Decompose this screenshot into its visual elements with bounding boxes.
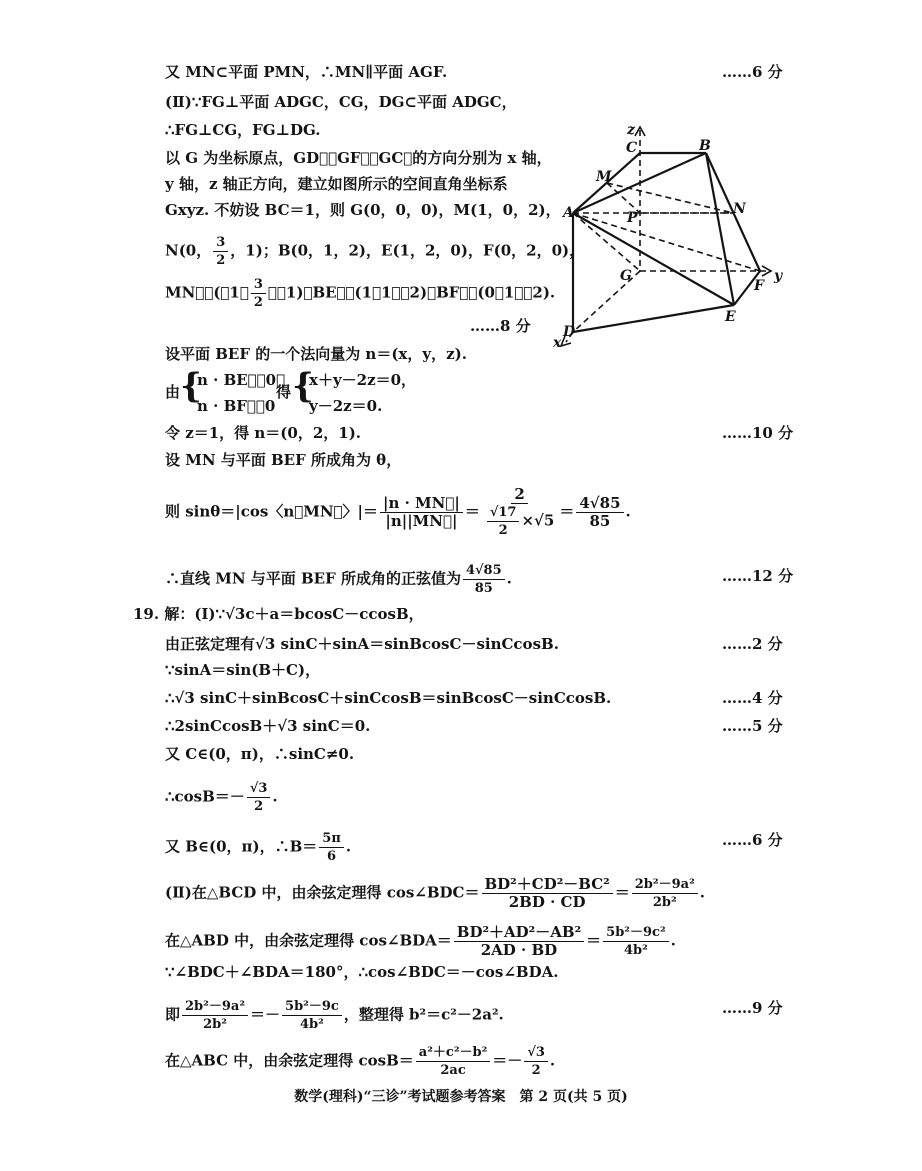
text-fragment: ＝－ <box>492 1051 523 1070</box>
label-C: C <box>626 140 638 156</box>
cosine-law-line: (Ⅱ)在△BCD 中，由余弦定理得 cos∠BDC＝ $\frac{\text{BD²＋CD²－BC²}}{2BD \cdot CD}$ ＝ $\frac{\text{2b²－9a²}}{\text{2b²}}$ . <box>165 875 705 911</box>
numerator: 2b²－9a² <box>182 998 248 1016</box>
text-line: 由正弦定理有√3 sinC＋sinA＝sinBcosC－sinCcosB. <box>165 635 559 653</box>
edge-DE <box>573 305 734 332</box>
label-G: G <box>620 268 632 284</box>
text-fragment: ，－1)，BE⃗＝(1，1，－2)，BF⃗＝(0，1，－2). <box>267 283 556 302</box>
label-P: P <box>627 210 638 226</box>
text-fragment: ，1)；B(0，1，2)，E(1，2，0)，F(0，2，0)， <box>230 241 585 260</box>
label-A: A <box>563 205 574 221</box>
numerator: 2b²－9a² <box>632 876 698 894</box>
numerator: 4√85 <box>463 562 505 580</box>
numerator: 2 <box>511 486 527 504</box>
angle-line: 又 B∈(0，π)，∴B＝ $\frac{5\pi}{6}$ . <box>165 831 352 864</box>
score-mark: ……10 分 <box>722 424 794 442</box>
fraction <box>632 876 698 911</box>
cosine-law-line: 在△ABC 中，由余弦定理得 cosB＝ $\frac{\text{a²＋c²－b²}}{2ac}$ ＝－ $\frac{√3}{2}$ . <box>165 1045 556 1078</box>
vector-line <box>165 276 555 311</box>
denominator: 6 <box>327 849 337 864</box>
geometry-figure <box>550 118 790 358</box>
denominator: 85 <box>589 512 611 530</box>
fraction <box>482 876 613 911</box>
page-footer: 数学(理科)“三诊”考试题参考答案 第 2 页(共 5 页) <box>294 1089 628 1105</box>
denominator: 2b² <box>652 895 677 910</box>
numerator: 5b²－9c <box>282 998 342 1016</box>
fraction <box>482 486 558 539</box>
label-z: z <box>627 122 635 138</box>
text-fragment: ∴直线 MN 与平面 BEF 所成角的正弦值为 <box>165 569 461 588</box>
label-N: N <box>733 201 746 217</box>
coordinate-line <box>165 234 584 269</box>
label-y: y <box>774 268 783 284</box>
cosine-law-line: 在△ABD 中，由余弦定理得 cos∠BDA＝ $\frac{\text{BD²＋AD²－AB²}}{2AD \cdot BD}$ ＝ $\frac{\text{5b²－9c²}}{\text{4b²}}$ . <box>165 923 676 959</box>
denominator: 2 <box>216 253 226 268</box>
segment-MP <box>607 183 640 213</box>
numerator: 5b²－9c² <box>603 924 668 942</box>
text-fragment: 即 <box>165 1005 181 1024</box>
numerator: 5π <box>319 830 344 848</box>
cosb-line: ∴cosB＝－ $\frac{√3}{2}$ . <box>165 781 278 814</box>
score-mark: ……12 分 <box>722 567 794 585</box>
text-line: ∴FG⊥CG，FG⊥DG. <box>165 121 321 139</box>
score-mark: ……2 分 <box>722 635 783 653</box>
label-E: E <box>725 309 736 325</box>
numerator: 3 <box>251 276 266 294</box>
text-fragment: 又 B∈(0，π)，∴B＝ <box>165 837 318 856</box>
sine-formula: 则 sinθ＝|cos〈n，MN⃗〉|＝ $\frac{|n \cdot MN⃗|}{|n||MN⃗|}$ ＝ 2 $\frac{√17}{2}$ ×√5 ＝ $\frac{4√85}{85}$ . <box>165 485 631 538</box>
text-fragment: N(0， <box>165 241 212 260</box>
fraction <box>603 924 668 959</box>
edge-BE <box>706 153 734 305</box>
numerator: a²＋c²－b² <box>416 1044 491 1062</box>
label-D: D <box>563 324 576 340</box>
numerator: |n · MN⃗| <box>380 495 463 513</box>
score-mark: ……5 分 <box>722 717 783 735</box>
numerator: √3 <box>524 1044 548 1062</box>
denominator: 2ac <box>440 1063 466 1078</box>
score-mark: ……4 分 <box>722 689 783 707</box>
label-M: M <box>596 169 612 185</box>
text-fragment: 得 <box>276 383 292 401</box>
denominator: 2AD · BD <box>480 941 558 959</box>
equation: n · BE⃗＝0， <box>197 371 286 389</box>
text-line: 令 z＝1，得 n＝(0，2，1). <box>165 424 362 442</box>
score-mark: ……8 分 <box>470 317 531 335</box>
label-x: x <box>553 335 562 351</box>
score-mark: ……6 分 <box>722 63 783 81</box>
text-fragment: (Ⅱ)在△BCD 中，由余弦定理得 cos∠BDC＝ <box>165 883 480 902</box>
numerator: √3 <box>247 780 271 798</box>
text-fragment: MN⃗＝(－1， <box>165 283 249 302</box>
text-line: ∴√3 sinC＋sinBcosC＋sinCcosB＝sinBcosC－sinCcosB. <box>165 689 612 707</box>
score-mark: ……6 分 <box>722 831 783 849</box>
fraction <box>282 998 342 1033</box>
equation: y－2z＝0. <box>309 397 383 415</box>
segment-AF <box>573 213 760 271</box>
fraction <box>524 1044 548 1079</box>
problem-heading: 19. 解：(Ⅰ)∵√3c＋a＝bcosC－ccosB， <box>133 605 424 623</box>
fraction <box>213 234 228 269</box>
text-fragment: ∴cosB＝－ <box>165 787 245 806</box>
denominator: 85 <box>474 581 493 596</box>
equation: n · BF⃗＝0 <box>197 397 276 415</box>
text-line: 又 C∈(0，π)，∴sinC≠0. <box>165 745 355 763</box>
label-F: F <box>754 278 764 294</box>
denominator: 2 <box>498 523 508 538</box>
left-brace: { <box>292 366 314 406</box>
fraction <box>380 495 463 530</box>
numerator: BD²＋AD²－AB² <box>454 924 584 942</box>
text-fragment: 在△ABD 中，由余弦定理得 cos∠BDA＝ <box>165 931 452 950</box>
text-line: 以 G 为坐标原点，GD⃗，GF⃗，GC⃗的方向分别为 x 轴， <box>165 149 552 167</box>
numerator: BD²＋CD²－BC² <box>482 876 613 894</box>
fraction <box>416 1044 491 1079</box>
score-mark: ……9 分 <box>722 999 783 1017</box>
denominator <box>482 504 558 539</box>
denominator: 4b² <box>623 943 648 958</box>
fraction <box>487 504 520 539</box>
denominator: 2 <box>253 295 263 310</box>
denominator: 2BD · CD <box>508 893 586 911</box>
text-line: 又 MN⊂平面 PMN，∴MN∥平面 AGF. <box>165 63 448 81</box>
text-fragment: 则 sinθ＝|cos〈n，MN⃗〉|＝ <box>165 502 378 521</box>
numerator: √17 <box>487 504 520 522</box>
text-fragment: 由 <box>165 383 181 401</box>
conclusion-line: ∴直线 MN 与平面 BEF 所成角的正弦值为 $\frac{4√85}{85}$ . <box>165 563 512 596</box>
text-fragment: 在△ABC 中，由余弦定理得 cosB＝ <box>165 1051 414 1070</box>
fraction <box>454 924 584 959</box>
fraction <box>319 830 344 865</box>
fraction <box>463 562 505 597</box>
denominator: |n||MN⃗| <box>385 512 458 530</box>
denominator: 4b² <box>300 1017 324 1032</box>
equation-line <box>165 998 504 1033</box>
text-line: ∴2sinCcosB＋√3 sinC＝0. <box>165 717 371 735</box>
fraction <box>182 998 248 1033</box>
text-fragment: ，整理得 b²＝c²－2a². <box>343 1005 504 1024</box>
fraction <box>247 780 271 815</box>
text-line: ∵∠BDC＋∠BDA＝180°，∴cos∠BDC＝－cos∠BDA. <box>165 963 559 981</box>
text-fragment: ×√5 <box>521 511 555 530</box>
fraction <box>576 495 623 530</box>
text-line: y 轴，z 轴正方向，建立如图所示的空间直角坐标系 <box>165 175 508 193</box>
numerator: 4√85 <box>576 495 623 513</box>
label-B: B <box>699 138 711 154</box>
denominator: 2 <box>254 799 264 814</box>
edge-AE <box>573 213 734 305</box>
equation: x＋y－2z＝0， <box>309 371 417 389</box>
text-line: (Ⅱ)∵FG⊥平面 ADGC，CG，DG⊂平面 ADGC， <box>165 93 517 111</box>
denominator: 2b² <box>203 1017 227 1032</box>
fraction <box>251 276 266 311</box>
denominator: 2 <box>531 1063 541 1078</box>
left-brace: { <box>180 366 202 406</box>
text-line: Gxyz. 不妨设 BC＝1，则 G(0，0，0)，M(1，0，2)， <box>165 201 561 219</box>
text-line: 设 MN 与平面 BEF 所成角为 θ， <box>165 451 402 469</box>
text-fragment: ＝－ <box>250 1005 281 1024</box>
text-line: 设平面 BEF 的一个法向量为 n＝(x，y，z). <box>165 345 467 363</box>
text-line: ∵sinA＝sin(B＋C)， <box>165 661 321 679</box>
numerator: 3 <box>213 234 228 252</box>
